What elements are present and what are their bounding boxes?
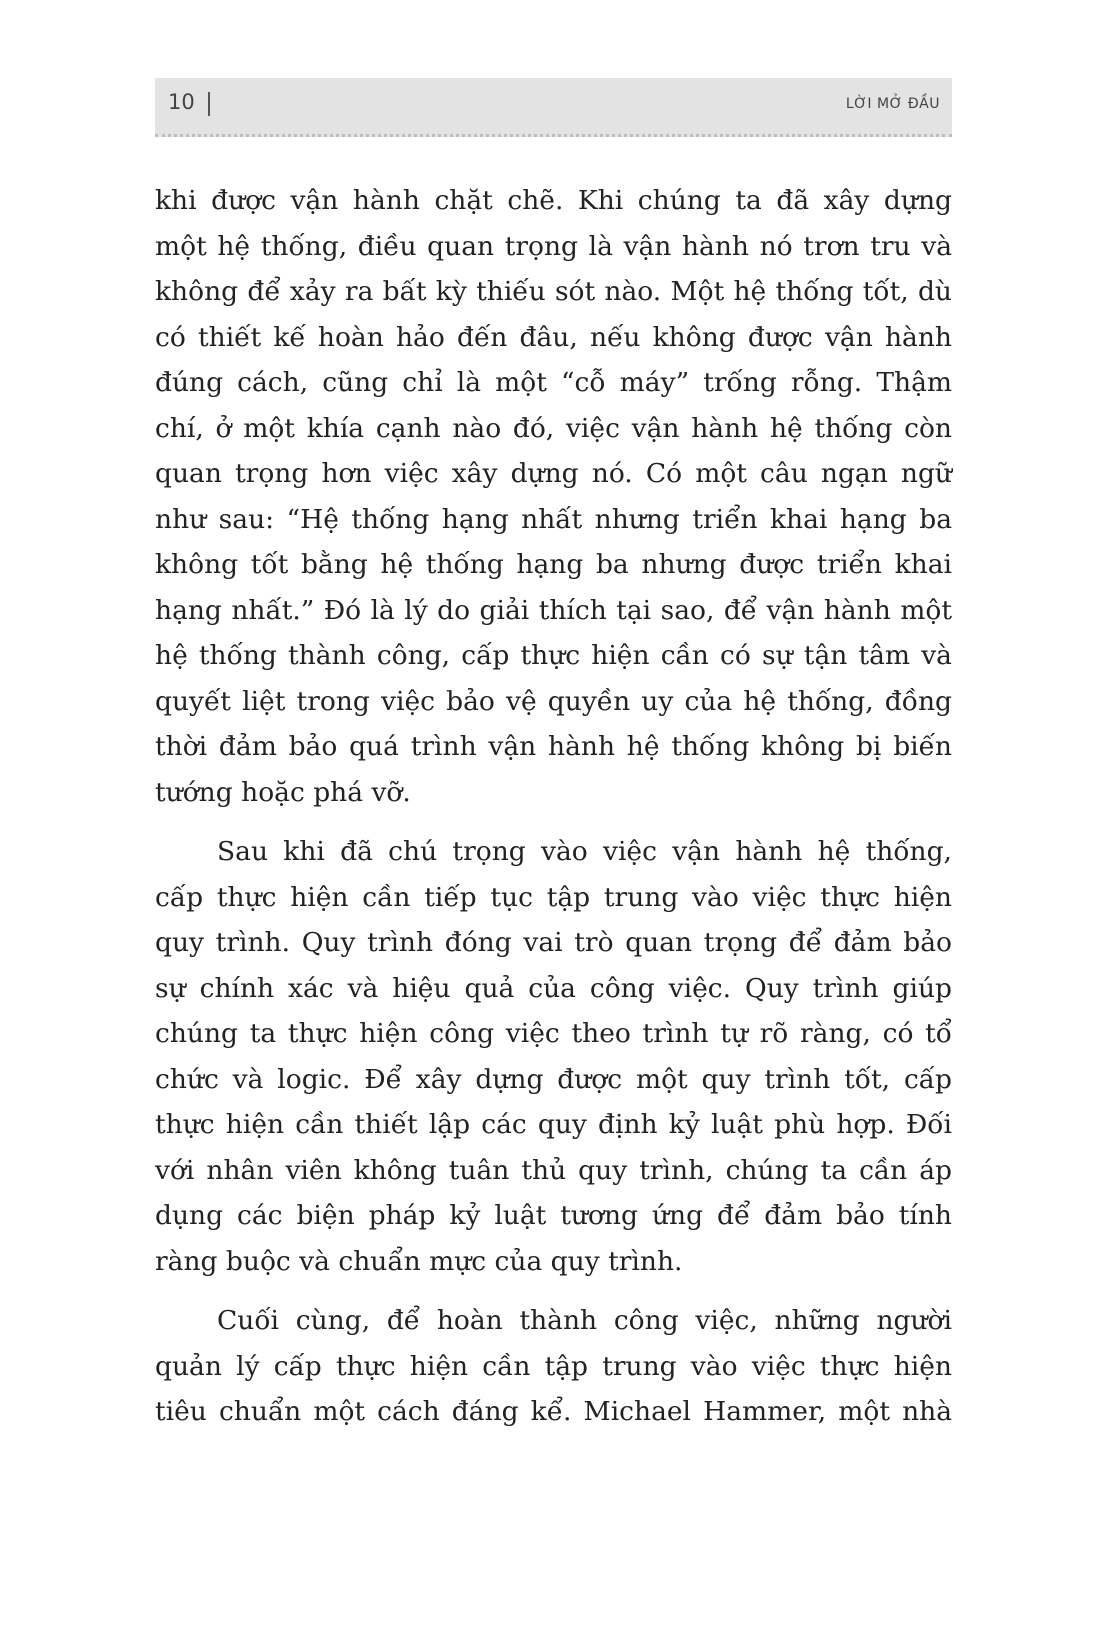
- text-line: cấp thực hiện cần tiếp tục tập trung vào việc thực hiện: [155, 881, 952, 913]
- body-text: [155, 178, 952, 1435]
- text-line: tướng hoặc phá vỡ.: [155, 776, 411, 808]
- chapter-title: LỜI MỞ ĐẦU: [845, 96, 940, 112]
- text-line: hạng nhất.” Đó là lý do giải thích tại sao, để vận hành một: [155, 594, 952, 626]
- header-divider: [208, 92, 210, 116]
- paragraph: [155, 829, 952, 1284]
- text-line: quyết liệt trong việc bảo vệ quyền uy của hệ thống, đồng: [155, 685, 952, 717]
- text-line: chúng ta thực hiện công việc theo trình tự rõ ràng, có tổ: [155, 1018, 952, 1049]
- text-line: không tốt bằng hệ thống hạng ba nhưng được triển khai: [155, 549, 952, 580]
- text-line: sự chính xác và hiệu quả của công việc. Quy trình giúp: [155, 972, 952, 1004]
- text-line: như sau: “Hệ thống hạng nhất nhưng triển khai hạng ba: [155, 503, 952, 535]
- text-line: một hệ thống, điều quan trọng là vận hành nó trơn tru và: [155, 230, 952, 262]
- text-line: có thiết kế hoàn hảo đến đâu, nếu không được vận hành: [155, 321, 952, 353]
- text-line: quan trọng hơn việc xây dựng nó. Có một câu ngạn ngữ: [155, 458, 952, 489]
- page-number: 10: [168, 90, 195, 114]
- text-line: Cuối cùng, để hoàn thành công việc, những người: [217, 1305, 952, 1336]
- text-line: không để xảy ra bất kỳ thiếu sót nào. Một hệ thống tốt, dù: [155, 276, 952, 307]
- text-line: Sau khi đã chú trọng vào việc vận hành hệ thống,: [217, 836, 952, 867]
- text-line: ràng buộc và chuẩn mực của quy trình.: [155, 1245, 683, 1277]
- text-line: tiêu chuẩn một cách đáng kể. Michael Hammer, một nhà: [155, 1396, 952, 1427]
- text-line: với nhân viên không tuân thủ quy trình, chúng ta cần áp: [155, 1154, 952, 1186]
- text-line: thời đảm bảo quá trình vận hành hệ thống không bị biến: [155, 731, 952, 762]
- text-line: khi được vận hành chặt chẽ. Khi chúng ta đã xây dựng: [155, 185, 952, 216]
- paragraph-gap: [155, 815, 952, 829]
- text-line: hệ thống thành công, cấp thực hiện cần có sự tận tâm và: [155, 640, 952, 671]
- text-line: thực hiện cần thiết lập các quy định kỷ luật phù hợp. Đối: [155, 1109, 952, 1140]
- paragraph: [155, 178, 952, 815]
- text-line: đúng cách, cũng chỉ là một “cỗ máy” trống rỗng. Thậm: [155, 367, 952, 398]
- text-line: quản lý cấp thực hiện cần tập trung vào việc thực hiện: [155, 1350, 952, 1382]
- paragraph: [155, 1298, 952, 1435]
- text-line: dụng các biện pháp kỷ luật tương ứng để đảm bảo tính: [155, 1200, 952, 1231]
- text-line: chí, ở một khía cạnh nào đó, việc vận hành hệ thống còn: [155, 412, 952, 444]
- paragraph-gap: [155, 1284, 952, 1298]
- text-line: chức và logic. Để xây dựng được một quy trình tốt, cấp: [155, 1063, 952, 1095]
- text-line: quy trình. Quy trình đóng vai trò quan trọng để đảm bảo: [155, 927, 952, 958]
- running-header: [155, 78, 952, 137]
